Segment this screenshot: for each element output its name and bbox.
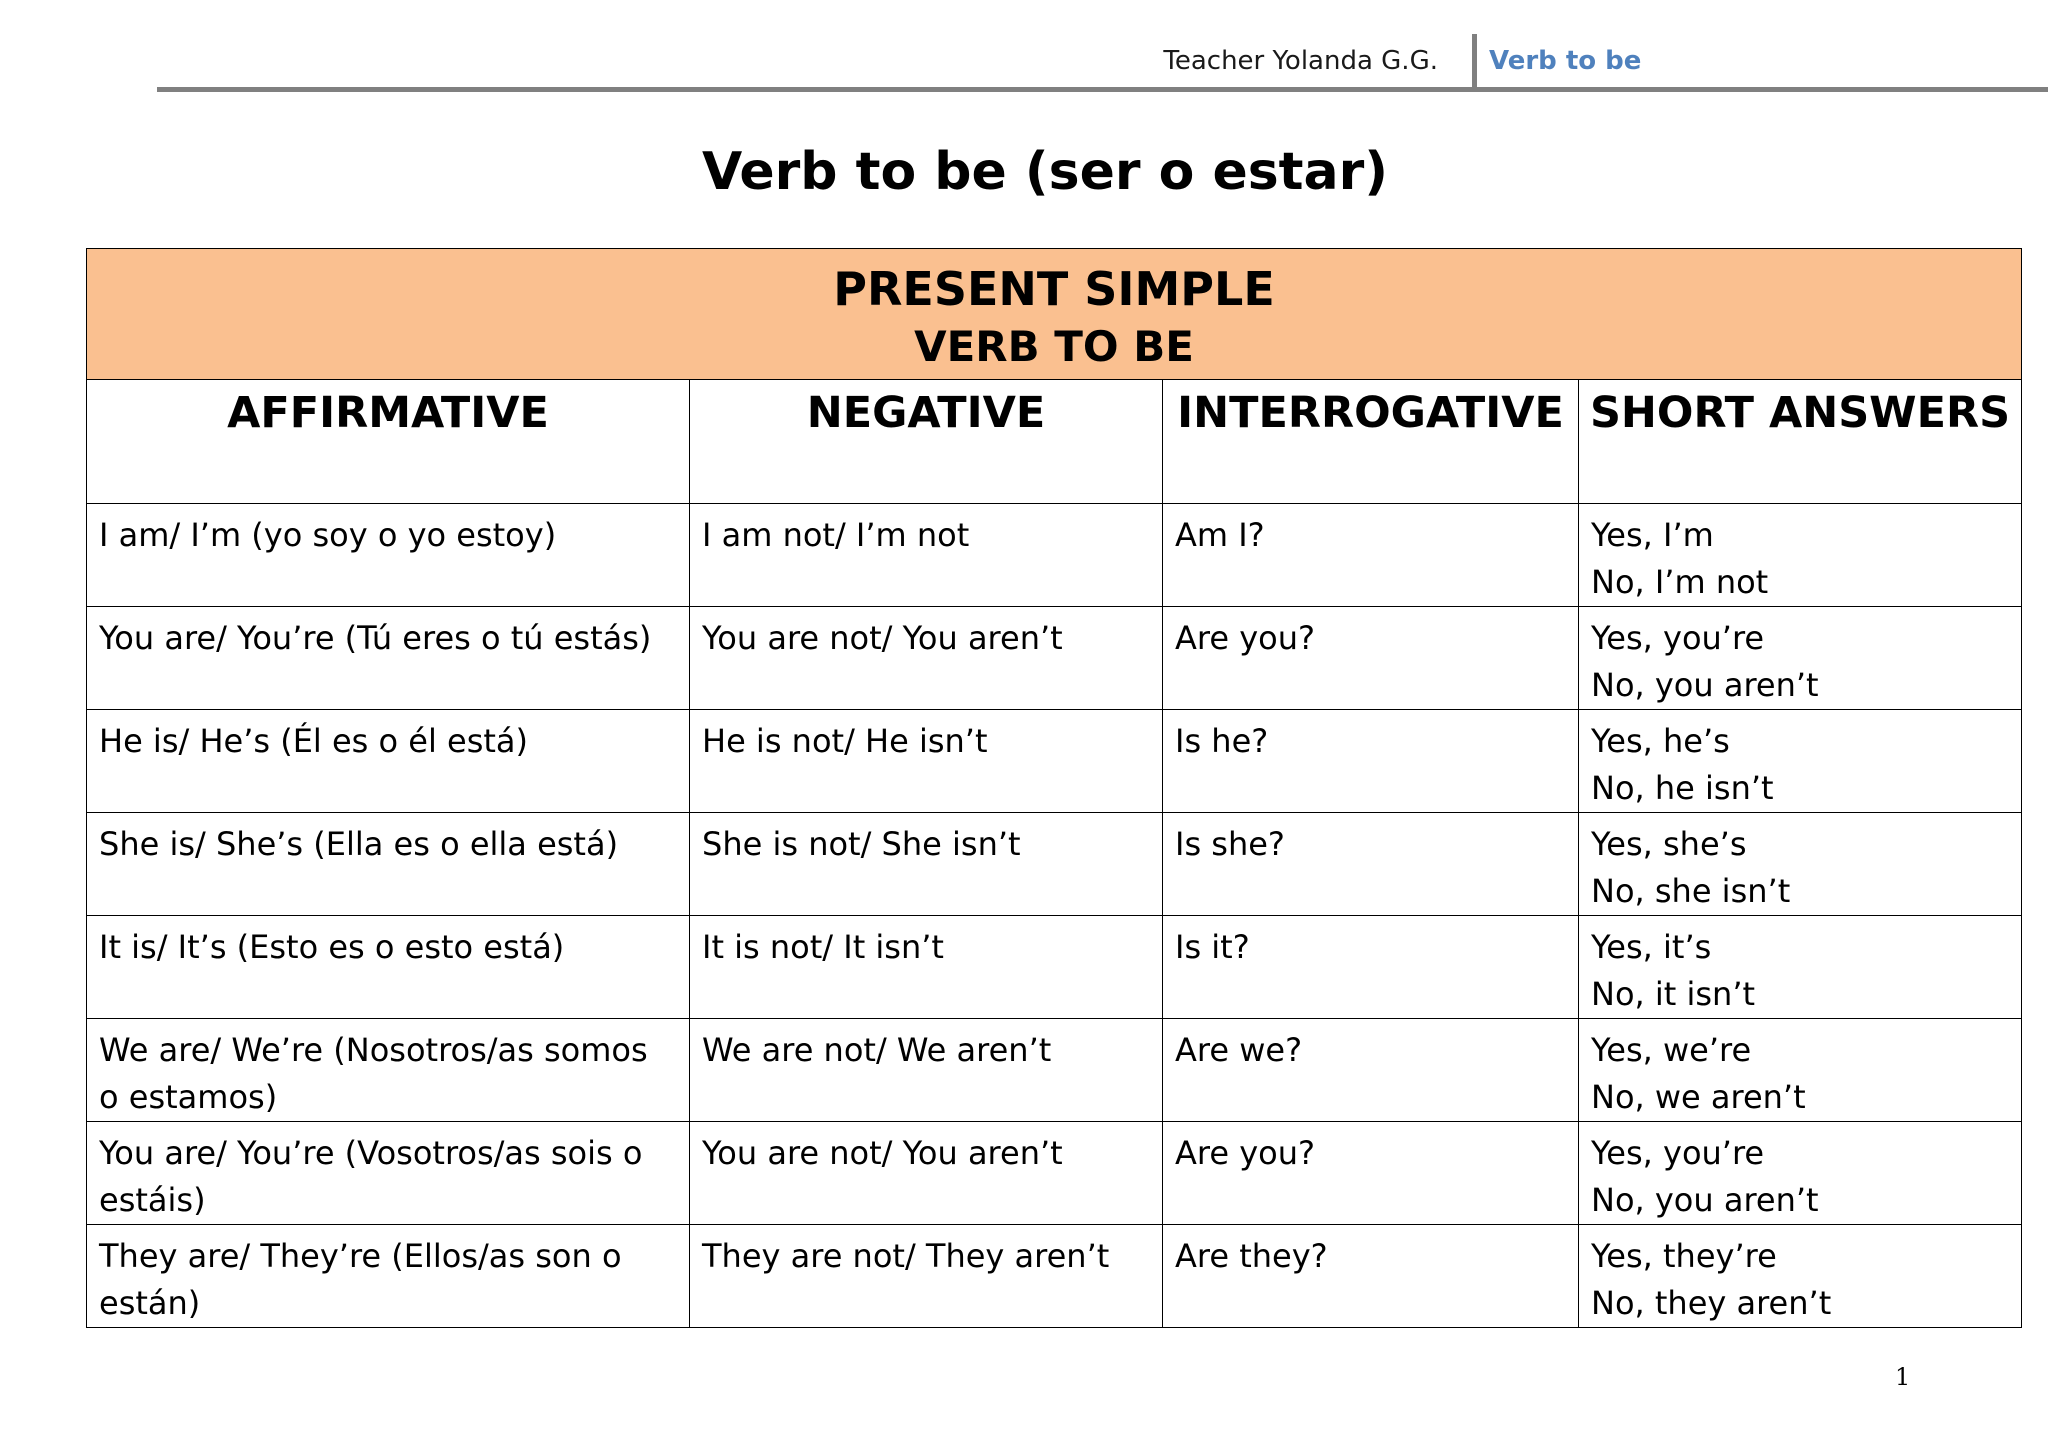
short-answers-cell: [1579, 710, 2022, 813]
interrogative-cell: Am I?: [1163, 504, 1579, 607]
short-answer-yes: Yes, I’m: [1591, 516, 1714, 554]
affirmative-cell: He is/ He’s (Él es o él está): [87, 710, 690, 813]
page-header: [157, 34, 2048, 92]
short-answer-yes: Yes, you’re: [1591, 1134, 1765, 1172]
table-row: [87, 1019, 2022, 1122]
interrogative-cell: Are they?: [1163, 1225, 1579, 1328]
header-separator: [1472, 34, 1477, 90]
short-answer-yes: Yes, she’s: [1591, 825, 1747, 863]
short-answer-yes: Yes, it’s: [1591, 928, 1712, 966]
short-answer-yes: Yes, they’re: [1591, 1237, 1777, 1275]
short-answer-no: No, they aren’t: [1591, 1284, 1832, 1322]
short-answers-cell: [1579, 1122, 2022, 1225]
interrogative-cell: Is she?: [1163, 813, 1579, 916]
table-row: [87, 1122, 2022, 1225]
affirmative-cell: You are/ You’re (Vosotros/as sois o estáis): [87, 1122, 690, 1225]
affirmative-cell: You are/ You’re (Tú eres o tú estás): [87, 607, 690, 710]
short-answers-cell: [1579, 607, 2022, 710]
verb-table: [86, 248, 2022, 1328]
interrogative-cell: Are you?: [1163, 607, 1579, 710]
affirmative-cell: I am/ I’m (yo soy o yo estoy): [87, 504, 690, 607]
affirmative-cell: They are/ They’re (Ellos/as son o están): [87, 1225, 690, 1328]
column-header-interrogative: INTERROGATIVE: [1163, 380, 1579, 504]
column-header-affirmative: AFFIRMATIVE: [87, 380, 690, 504]
short-answers-cell: [1579, 504, 2022, 607]
page-number: 1: [1895, 1363, 1911, 1391]
page-title: Verb to be (ser o estar): [701, 142, 1389, 202]
short-answers-cell: [1579, 1019, 2022, 1122]
negative-cell: You are not/ You aren’t: [690, 607, 1163, 710]
banner-title: PRESENT SIMPLE: [833, 262, 1275, 316]
table-banner: [87, 249, 2022, 380]
short-answers-cell: [1579, 916, 2022, 1019]
negative-cell: It is not/ It isn’t: [690, 916, 1163, 1019]
short-answer-no: No, you aren’t: [1591, 1181, 1819, 1219]
short-answer-no: No, she isn’t: [1591, 872, 1791, 910]
negative-cell: We are not/ We aren’t: [690, 1019, 1163, 1122]
negative-cell: They are not/ They aren’t: [690, 1225, 1163, 1328]
negative-cell: I am not/ I’m not: [690, 504, 1163, 607]
table-row: [87, 813, 2022, 916]
banner-subtitle: VERB TO BE: [914, 322, 1194, 371]
short-answer-no: No, I’m not: [1591, 563, 1769, 601]
table-row: [87, 1225, 2022, 1328]
column-header-short-answers: SHORT ANSWERS: [1579, 380, 2022, 504]
interrogative-cell: Is he?: [1163, 710, 1579, 813]
affirmative-cell: We are/ We’re (Nosotros/as somos o estamos): [87, 1019, 690, 1122]
table-row: [87, 916, 2022, 1019]
short-answer-no: No, it isn’t: [1591, 975, 1756, 1013]
interrogative-cell: Are you?: [1163, 1122, 1579, 1225]
affirmative-cell: It is/ It’s (Esto es o esto está): [87, 916, 690, 1019]
interrogative-cell: Is it?: [1163, 916, 1579, 1019]
column-header-negative: NEGATIVE: [690, 380, 1163, 504]
short-answer-yes: Yes, you’re: [1591, 619, 1765, 657]
short-answer-no: No, you aren’t: [1591, 666, 1819, 704]
affirmative-cell: She is/ She’s (Ella es o ella está): [87, 813, 690, 916]
short-answer-yes: Yes, he’s: [1591, 722, 1730, 760]
short-answers-cell: [1579, 813, 2022, 916]
table-row: [87, 710, 2022, 813]
interrogative-cell: Are we?: [1163, 1019, 1579, 1122]
short-answer-no: No, we aren’t: [1591, 1078, 1806, 1116]
short-answer-yes: Yes, we’re: [1591, 1031, 1752, 1069]
negative-cell: He is not/ He isn’t: [690, 710, 1163, 813]
negative-cell: She is not/ She isn’t: [690, 813, 1163, 916]
short-answer-no: No, he isn’t: [1591, 769, 1774, 807]
negative-cell: You are not/ You aren’t: [690, 1122, 1163, 1225]
header-topic: Verb to be: [1489, 46, 1642, 76]
table-row: [87, 607, 2022, 710]
short-answers-cell: [1579, 1225, 2022, 1328]
table-row: [87, 504, 2022, 607]
header-author: Teacher Yolanda G.G.: [1163, 46, 1438, 76]
